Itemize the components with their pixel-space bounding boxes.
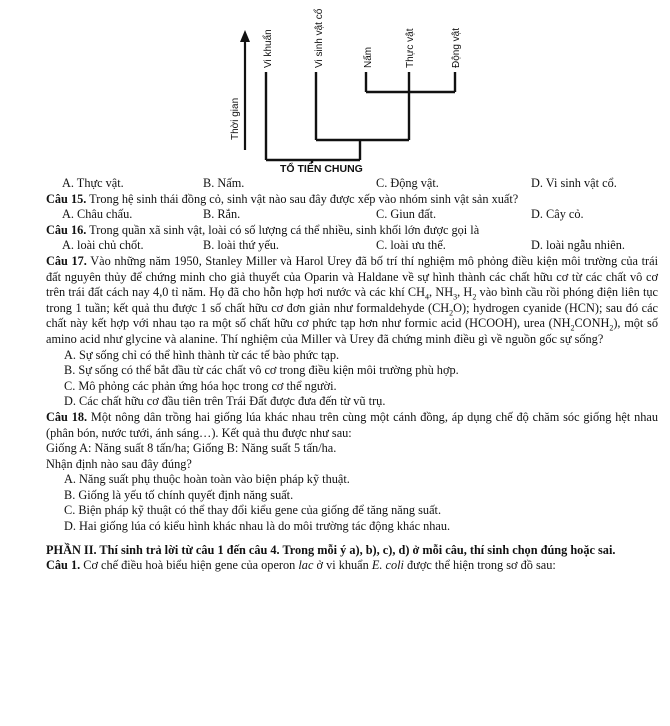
q17-sub: 2 [449, 308, 454, 318]
part2-q1-label: Câu 1. [46, 558, 81, 573]
q17-option-c[interactable]: C. Mô phỏng các phản ứng hóa học trong cơ thể người. [64, 378, 337, 393]
q16-options [46, 238, 658, 254]
part2-q1-text-1: Cơ chế điều hoà biểu hiện gene của operon [80, 558, 299, 573]
part2-q1-italic-lac: lac [298, 558, 314, 573]
part2-q1-text-3: được thể hiện trong sơ đồ sau: [403, 558, 556, 573]
q15-option-a[interactable]: A. Châu chấu. [62, 207, 133, 222]
q17-sub: 2 [609, 323, 614, 333]
part2-q1 [46, 558, 658, 574]
q17-sub: 4 [425, 292, 429, 302]
time-axis-arrowhead [240, 30, 250, 42]
q17-text-1: Vào những năm 1950, Stanley Miller và Harol Urey đã bố trí thí nghiệm mô phỏng điều kiện môi trường của trái đất nguyên thủy để chứng minh cho giả thuyết của Oparin và Haldane về sự hình thành các chất hữu cơ từ các chất vô cơ trên trái đất cách nay 4,0 tỉ năm. Họ đã cho hỗn hợp hơi nước và các khí CH [46, 253, 658, 300]
q17-option-a[interactable]: A. Sự sống chỉ có thể hình thành từ các tế bào phức tạp. [64, 347, 340, 362]
q18-option-d[interactable]: D. Hai giống lúa có kiểu hình khác nhau là do môi trường tác động khác nhau. [64, 519, 451, 534]
q16-text: Trong quần xã sinh vật, loài có số lượng cá thể nhiều, sinh khối lớn được gọi là [86, 222, 480, 237]
part2-heading-text: PHẦN II. Thí sinh trả lời từ câu 1 đến câu 4. Trong mỗi ý a), b), c), d) ở mỗi câu, thí sinh chọn đúng hoặc sai. [46, 542, 616, 557]
q17-sub: 2 [570, 323, 575, 333]
q17-label: Câu 17. [46, 253, 87, 268]
leaf-label-archaea: Vi sinh vật cổ [314, 8, 325, 68]
q16-option-c[interactable]: C. loài ưu thế. [376, 238, 446, 253]
q14-options [46, 176, 658, 192]
q14-option-a[interactable]: A. Thực vật. [62, 176, 124, 190]
q15-options [46, 207, 658, 223]
q18-stem [46, 410, 658, 441]
tree-branches [266, 72, 455, 163]
q18-option-c[interactable]: C. Biện pháp kỹ thuật có thể thay đổi kiểu gene của giống để tăng năng suất. [64, 503, 442, 518]
q15-label: Câu 15. [46, 191, 87, 206]
time-axis-label: Thời gian [230, 97, 241, 140]
q17-sub: 2 [472, 292, 477, 302]
leaf-label-plants: Thực vật [405, 28, 416, 68]
q18-result: Giống A: Năng suất 8 tấn/ha; Giống B: Năng suất 5 tấn/ha. [46, 441, 337, 456]
q16-option-a[interactable]: A. loài chủ chốt. [62, 238, 144, 253]
q18-option-b[interactable]: B. Giống là yếu tố chính quyết định năng suất. [64, 487, 294, 502]
q18-option-a[interactable]: A. Năng suất phụ thuộc hoàn toàn vào biện pháp kỹ thuật. [64, 472, 350, 487]
q15-stem [46, 192, 658, 208]
q17-text-6: CONH [574, 316, 610, 331]
part2-q1-italic-ecoli: E. coli [371, 558, 404, 573]
q18-text: Một nông dân trồng hai giống lúa khác nhau trên cùng một cánh đồng, áp dụng chế độ chăm sóc giống hệt nhau (phân bón, nước tưới, ánh sáng…). Kết quả thu được như sau: [46, 409, 658, 440]
q15-option-b[interactable]: B. Rắn. [203, 207, 241, 222]
q16-label: Câu 16. [46, 222, 87, 237]
q17-text-2: , NH [429, 285, 454, 300]
exam-content [46, 176, 658, 574]
leaf-label-animals: Động vật [451, 27, 462, 68]
q17-text-4: vào bình cầu rồi phóng điện liên tục trong 1 tuần; kết quả thu được 1 số chất hữu cơ đơn giản như formaldehyde (CH [46, 285, 659, 315]
q16-option-d[interactable]: D. loài ngẫu nhiên. [531, 238, 625, 253]
q16-stem [46, 223, 658, 239]
part2-heading [46, 543, 658, 559]
q18-label: Câu 18. [46, 409, 88, 424]
q17-sub: 3 [453, 292, 458, 302]
q15-text: Trong hệ sinh thái đồng cỏ, sinh vật nào sau đây được xếp vào nhóm sinh vật sản xuất? [86, 191, 519, 206]
q15-option-d[interactable]: D. Cây cỏ. [531, 207, 584, 222]
q16-option-b[interactable]: B. loài thứ yếu. [203, 238, 279, 253]
leaf-label-bacteria: Vi khuẩn [263, 29, 274, 68]
q17-stem [46, 254, 658, 348]
q17-text-7: ), một số amino acid như glycine và alanine. Thí nghiệm của Miller và Urey đã chứng minh điều gì về nguồn gốc sự sống? [46, 316, 658, 346]
root-label: TỔ TIÊN CHUNG [280, 163, 363, 175]
q17-text-5: O); hydrogen cyanide (HCN); sau đó các chất này kết hợp với nhau tạo ra một số chất hữu cơ phức tạp hơn như formic acid (HCOOH), urea (NH [46, 300, 658, 331]
section-gap [46, 535, 658, 543]
q14-option-c[interactable]: C. Động vật. [376, 176, 439, 190]
q14-option-b[interactable]: B. Nấm. [203, 176, 245, 190]
q18-ask: Nhận định nào sau đây đúng? [46, 456, 192, 471]
leaf-label-fungi: Nấm [363, 46, 374, 68]
q17-option-b[interactable]: B. Sự sống có thể bắt đầu từ các chất vô cơ trong điều kiện môi trường phù hợp. [64, 363, 459, 378]
part2-q1-text-2: ở vi khuẩn [313, 558, 372, 573]
q17-text-3: , H [457, 285, 473, 300]
phylogenetic-tree-diagram [0, 0, 670, 180]
q14-option-d[interactable]: D. Vi sinh vật cổ. [531, 176, 617, 190]
q17-option-d[interactable]: D. Các chất hữu cơ đầu tiên trên Trái Đất được đưa đến từ vũ trụ. [64, 394, 386, 409]
q15-option-c[interactable]: C. Giun đất. [376, 207, 437, 222]
